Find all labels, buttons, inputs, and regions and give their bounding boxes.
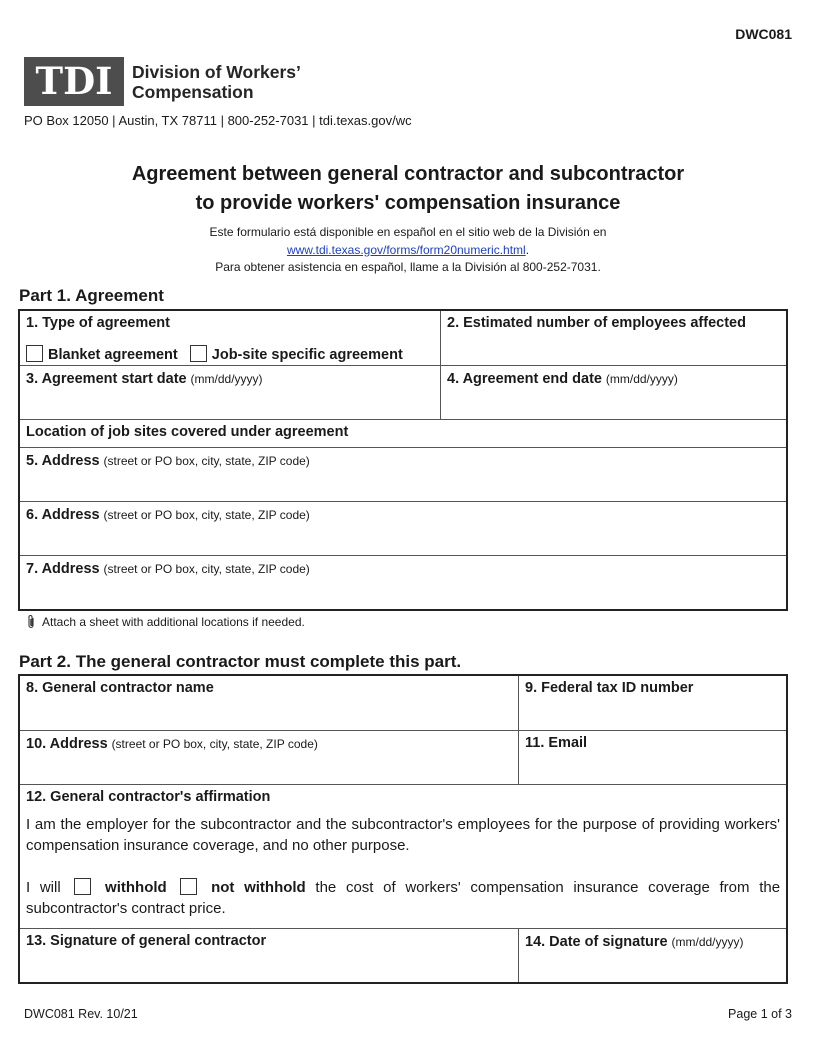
signature-field[interactable] xyxy=(20,929,518,982)
withhold-checkbox[interactable] xyxy=(74,878,91,895)
affirmation-tail-text: the cost of workers' compensation insurance coverage from the subcontractor's contract price. xyxy=(26,879,781,917)
address-7-hint: (street or PO box, city, state, ZIP code) xyxy=(103,562,310,576)
form-code: DWC081 xyxy=(735,26,792,42)
division-name-line2: Compensation xyxy=(132,81,254,102)
address-7-label: 7. Address xyxy=(26,561,100,577)
footer-revision: DWC081 Rev. 10/21 xyxy=(24,1007,138,1021)
blanket-agreement-checkbox[interactable] xyxy=(26,345,43,362)
gc-address-field[interactable] xyxy=(20,731,518,784)
footer-page-number: Page 1 of 3 xyxy=(728,1007,792,1021)
email-label: 11. Email xyxy=(525,735,588,751)
signature-date-hint: (mm/dd/yyyy) xyxy=(671,935,744,949)
affirmation-cell xyxy=(20,785,786,928)
gc-address-hint: (street or PO box, city, state, ZIP code) xyxy=(111,737,318,751)
address-5-label: 5. Address xyxy=(26,453,100,469)
address-7-field[interactable] xyxy=(20,556,786,609)
i-will-text: I will xyxy=(26,879,61,896)
location-heading: Location of job sites covered under agreement xyxy=(26,424,349,440)
affirmation-text: I am the employer for the subcontractor and the subcontractor's employees for the purpose of providing workers' compensation insurance coverage, and no other purpose. xyxy=(26,816,780,854)
tdi-logo xyxy=(24,57,124,106)
part2-table xyxy=(18,674,788,984)
end-date-field[interactable] xyxy=(440,366,786,419)
end-date-label: 4. Agreement end date xyxy=(447,371,602,387)
address-6-hint: (street or PO box, city, state, ZIP code) xyxy=(103,508,310,522)
attach-note xyxy=(26,614,305,630)
spanish-link-suffix: . xyxy=(525,242,530,257)
part2-heading: Part 2. The general contractor must complete this part. xyxy=(19,652,462,671)
tax-id-label: 9. Federal tax ID number xyxy=(525,680,694,696)
job-site-agreement-label: Job-site specific agreement xyxy=(211,347,403,363)
division-name-line1: Division of Workers’ xyxy=(132,61,301,82)
start-date-field[interactable] xyxy=(20,366,440,419)
signature-date-label: 14. Date of signature xyxy=(525,934,668,950)
type-of-agreement-label: 1. Type of agreement xyxy=(26,315,170,331)
signature-date-field[interactable] xyxy=(518,929,786,982)
tax-id-field[interactable] xyxy=(518,676,786,730)
email-field[interactable] xyxy=(518,731,786,784)
start-date-hint: (mm/dd/yyyy) xyxy=(190,372,263,386)
header-logo xyxy=(24,57,301,106)
employees-affected-label: 2. Estimated number of employees affected xyxy=(447,315,746,331)
not-withhold-label: not withhold xyxy=(211,879,306,896)
tdi-logo-text: TDI xyxy=(35,59,113,103)
affirmation-label: 12. General contractor's affirmation xyxy=(26,789,271,805)
address-5-hint: (street or PO box, city, state, ZIP code) xyxy=(103,454,310,468)
start-date-label: 3. Agreement start date xyxy=(26,371,187,387)
address-5-field[interactable] xyxy=(20,448,786,501)
part1-heading: Part 1. Agreement xyxy=(19,286,164,305)
division-name xyxy=(132,62,301,102)
employees-affected-field[interactable] xyxy=(440,311,786,365)
address-6-label: 6. Address xyxy=(26,507,100,523)
not-withhold-checkbox[interactable] xyxy=(180,878,197,895)
spanish-form-link[interactable]: www.tdi.texas.gov/forms/form20numeric.html xyxy=(286,242,526,257)
part1-table xyxy=(18,309,788,611)
gc-name-field[interactable] xyxy=(20,676,518,730)
withhold-label: withhold xyxy=(105,879,167,896)
spanish-notice xyxy=(0,224,816,277)
gc-name-label: 8. General contractor name xyxy=(26,680,214,696)
address-6-field[interactable] xyxy=(20,502,786,555)
paperclip-icon xyxy=(26,614,36,630)
withhold-choice xyxy=(26,877,780,919)
job-site-agreement-checkbox[interactable] xyxy=(190,345,207,362)
gc-address-label: 10. Address xyxy=(26,736,108,752)
spanish-line3: Para obtener asistencia en español, llame a la División al 800-252-7031. xyxy=(215,260,601,274)
type-of-agreement-cell xyxy=(20,311,440,365)
blanket-agreement-label: Blanket agreement xyxy=(48,347,178,363)
attach-note-text: Attach a sheet with additional locations if needed. xyxy=(42,615,305,629)
signature-label: 13. Signature of general contractor xyxy=(26,933,267,949)
location-heading-cell xyxy=(20,420,786,447)
title-line1: Agreement between general contractor and subcontractor xyxy=(131,163,685,185)
end-date-hint: (mm/dd/yyyy) xyxy=(605,372,678,386)
spanish-line1: Este formulario está disponible en español en el sitio web de la División en xyxy=(209,225,607,239)
contact-info: PO Box 12050 | Austin, TX 78711 | 800-252-7031 | tdi.texas.gov/wc xyxy=(24,113,412,128)
title-line2: to provide workers' compensation insurance xyxy=(195,192,621,214)
page-title xyxy=(0,160,816,218)
